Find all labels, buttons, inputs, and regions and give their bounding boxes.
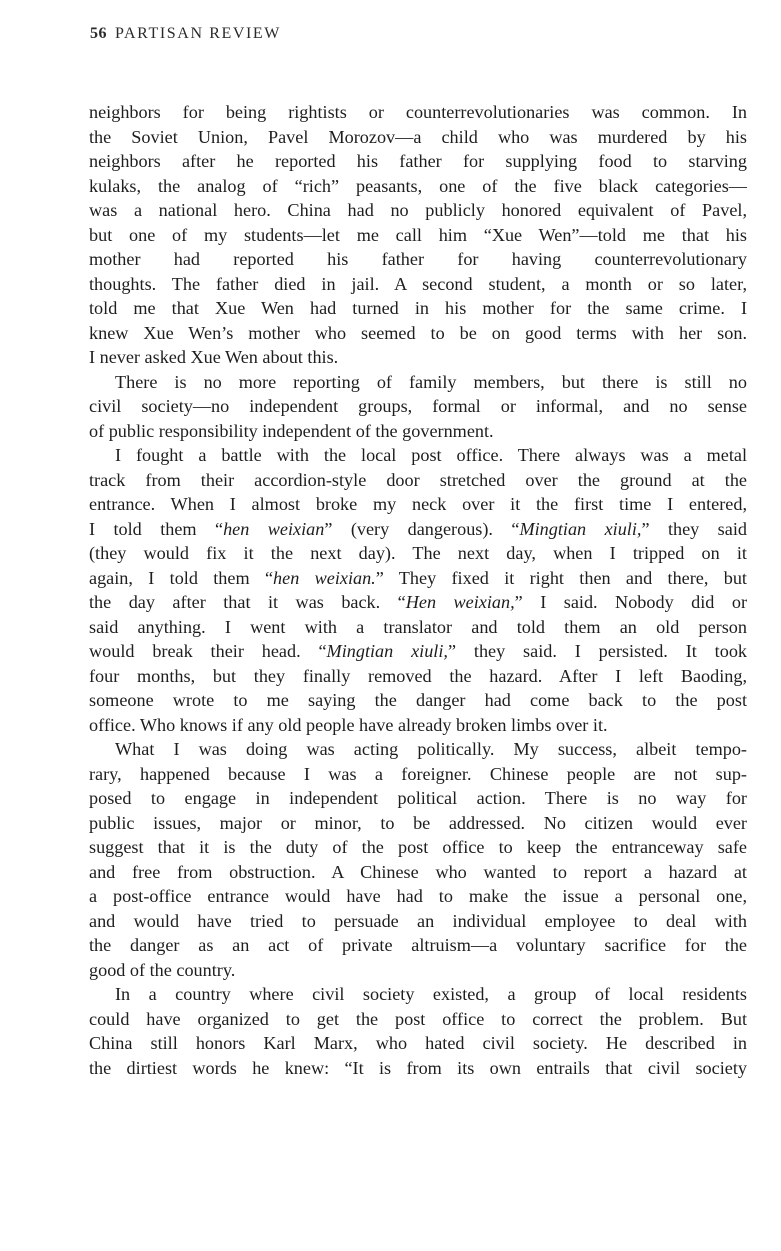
text-run: kulaks, the analog of “rich” peasants, one of the five black categories—	[89, 175, 747, 196]
italic-phrase: Mingtian xiuli,	[326, 641, 448, 661]
text-run: I told them “	[89, 518, 224, 539]
text-line	[89, 566, 747, 591]
text-line	[89, 1056, 747, 1081]
text-run: neighbors for being rightists or counterrevolutionaries was common. In	[89, 102, 747, 122]
text-line	[89, 174, 747, 199]
text-run: posed to engage in independent political action. There is no way for	[89, 788, 747, 808]
text-line	[89, 1031, 747, 1056]
text-run: the dirtiest words he knew: “It is from its own entrails that civil society	[89, 1057, 747, 1078]
page-number: 56	[90, 25, 107, 42]
text-run: knew Xue Wen’s mother who seemed to be on good terms with her son.	[89, 322, 747, 343]
text-run: would break their head. “	[89, 641, 327, 661]
text-run: the Soviet Union, Pavel Morozov—a child who was murdered by his	[89, 126, 747, 147]
text-line	[89, 786, 747, 811]
text-run: but one of my students—let me call him “Xue Wen”—told me that his	[89, 224, 747, 245]
text-line	[89, 198, 747, 223]
text-run: of public responsibility independent of the government.	[89, 420, 494, 441]
text-line	[89, 737, 747, 762]
italic-phrase: hen weixian.	[273, 567, 376, 588]
text-run: ” (very dangerous). “	[324, 518, 520, 539]
text-run: What I was doing was acting politically. My success, albeit tempo-	[115, 739, 747, 759]
text-run: ” they said	[641, 518, 747, 539]
text-line	[89, 982, 747, 1007]
italic-phrase: Mingtian xiuli,	[519, 518, 642, 539]
italic-phrase: Hen weixian,	[405, 592, 515, 612]
text-run: entrance. When I almost broke my neck over it the first time I entered,	[89, 494, 747, 514]
text-line	[89, 247, 747, 272]
text-run: office. Who knows if any old people have already broken limbs over it.	[89, 714, 608, 735]
text-line	[89, 125, 747, 150]
italic-phrase: hen weixian	[223, 518, 325, 539]
text-run: There is no more reporting of family members, but there is still no	[115, 371, 747, 392]
text-line	[89, 835, 747, 860]
text-line	[89, 100, 747, 125]
text-line	[89, 615, 747, 640]
text-run: and free from obstruction. A Chinese who wanted to report a hazard at	[89, 861, 747, 882]
text-run: again, I told them “	[89, 567, 274, 588]
paragraph	[89, 100, 747, 370]
text-line	[89, 272, 747, 297]
paragraph	[89, 982, 747, 1080]
running-head	[90, 25, 281, 43]
text-line	[89, 345, 747, 370]
text-run: told me that Xue Wen had turned in his mother for the same crime. I	[89, 298, 747, 318]
text-line	[89, 370, 747, 395]
text-line	[89, 541, 747, 566]
text-run: rary, happened because I was a foreigner. Chinese people are not sup-	[89, 763, 747, 784]
text-run: ” they said. I persisted. It took	[447, 641, 748, 661]
text-line	[89, 688, 747, 713]
text-line	[89, 443, 747, 468]
text-line	[89, 811, 747, 836]
text-line	[89, 492, 747, 517]
text-line	[89, 296, 747, 321]
paragraph	[89, 443, 747, 737]
text-line	[89, 762, 747, 787]
text-run: I fought a battle with the local post office. There always was a metal	[115, 445, 747, 465]
text-run: ” They fixed it right then and there, but	[375, 567, 747, 588]
article-body	[89, 100, 747, 1080]
text-run: public issues, major or minor, to be addressed. No citizen would ever	[89, 812, 747, 833]
text-line	[89, 713, 747, 738]
text-run: a post-office entrance would have had to make the issue a personal one,	[89, 886, 747, 906]
text-line	[89, 933, 747, 958]
text-run: the day after that it was back. “	[89, 592, 406, 612]
text-run: thoughts. The father died in jail. A second student, a month or so later,	[89, 273, 747, 294]
text-run: suggest that it is the duty of the post office to keep the entranceway safe	[89, 837, 747, 857]
text-run: said anything. I went with a translator and told them an old person	[89, 616, 747, 637]
text-line	[89, 468, 747, 493]
text-line	[89, 223, 747, 248]
text-line	[89, 321, 747, 346]
text-line	[89, 639, 747, 664]
text-run: the danger as an act of private altruism—a voluntary sacrifice for the	[89, 935, 747, 955]
text-run: neighbors after he reported his father for supplying food to starving	[89, 151, 747, 171]
text-run: someone wrote to me saying the danger had come back to the post	[89, 690, 747, 710]
journal-title: PARTISAN REVIEW	[115, 25, 282, 42]
text-run: (they would fix it the next day). The next day, when I tripped on it	[89, 543, 747, 563]
text-line	[89, 517, 747, 542]
text-run: four months, but they finally removed the hazard. After I left Baoding,	[89, 665, 747, 686]
text-run: civil society—no independent groups, formal or informal, and no sense	[89, 396, 747, 416]
text-run: good of the country.	[89, 959, 236, 980]
text-line	[89, 394, 747, 419]
text-line	[89, 884, 747, 909]
text-run: track from their accordion-style door stretched over the ground at the	[89, 469, 747, 490]
text-run: In a country where civil society existed, a group of local residents	[115, 984, 747, 1004]
text-line	[89, 860, 747, 885]
text-run: I never asked Xue Wen about this.	[89, 347, 339, 367]
paragraph	[89, 737, 747, 982]
text-line	[89, 1007, 747, 1032]
text-run: mother had reported his father for having counterrevolutionary	[89, 249, 747, 269]
text-run: and would have tried to persuade an individual employee to deal with	[89, 910, 747, 931]
text-line	[89, 664, 747, 689]
text-line	[89, 419, 747, 444]
text-run: could have organized to get the post office to correct the problem. But	[89, 1008, 747, 1029]
text-line	[89, 909, 747, 934]
text-line	[89, 149, 747, 174]
text-run: ” I said. Nobody did or	[514, 592, 748, 612]
text-run: was a national hero. China had no publicly honored equivalent of Pavel,	[89, 200, 747, 220]
text-line	[89, 958, 747, 983]
text-run: China still honors Karl Marx, who hated civil society. He described in	[89, 1033, 747, 1053]
text-line	[89, 590, 747, 615]
paragraph	[89, 370, 747, 444]
